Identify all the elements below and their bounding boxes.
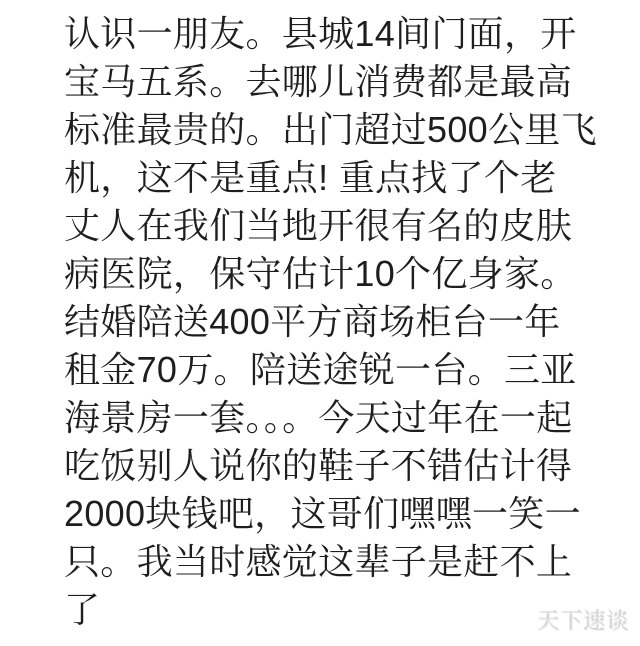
- text-line: 宝马五系。去哪儿消费都是最高: [64, 61, 573, 102]
- text-line: 病医院，保守估计10个亿身家。: [64, 253, 577, 294]
- text-line: 只。我当时感觉这辈子是赶不上: [64, 541, 573, 582]
- text-line: 标准最贵的。出门超过500公里飞: [64, 109, 597, 150]
- post-text: [64, 10, 624, 634]
- text-line: 结婚陪送400平方商场柜台一年: [64, 301, 561, 342]
- text-line: 丈人在我们当地开很有名的皮肤: [64, 205, 573, 246]
- text-line: 机，这不是重点! 重点找了个老: [64, 157, 557, 198]
- text-line: 了: [64, 589, 101, 630]
- text-line: 认识一朋友。县城14间门面，开: [64, 13, 577, 54]
- text-line: 2000块钱吧，这哥们嘿嘿一笑一: [64, 493, 581, 534]
- text-line: 吃饭别人说你的鞋子不错估计得: [64, 445, 573, 486]
- text-line: 海景房一套。。。今天过年在一起: [64, 397, 573, 438]
- watermark: 天下速谈: [537, 609, 630, 634]
- text-line: 租金70万。陪送途锐一台。三亚: [64, 349, 577, 390]
